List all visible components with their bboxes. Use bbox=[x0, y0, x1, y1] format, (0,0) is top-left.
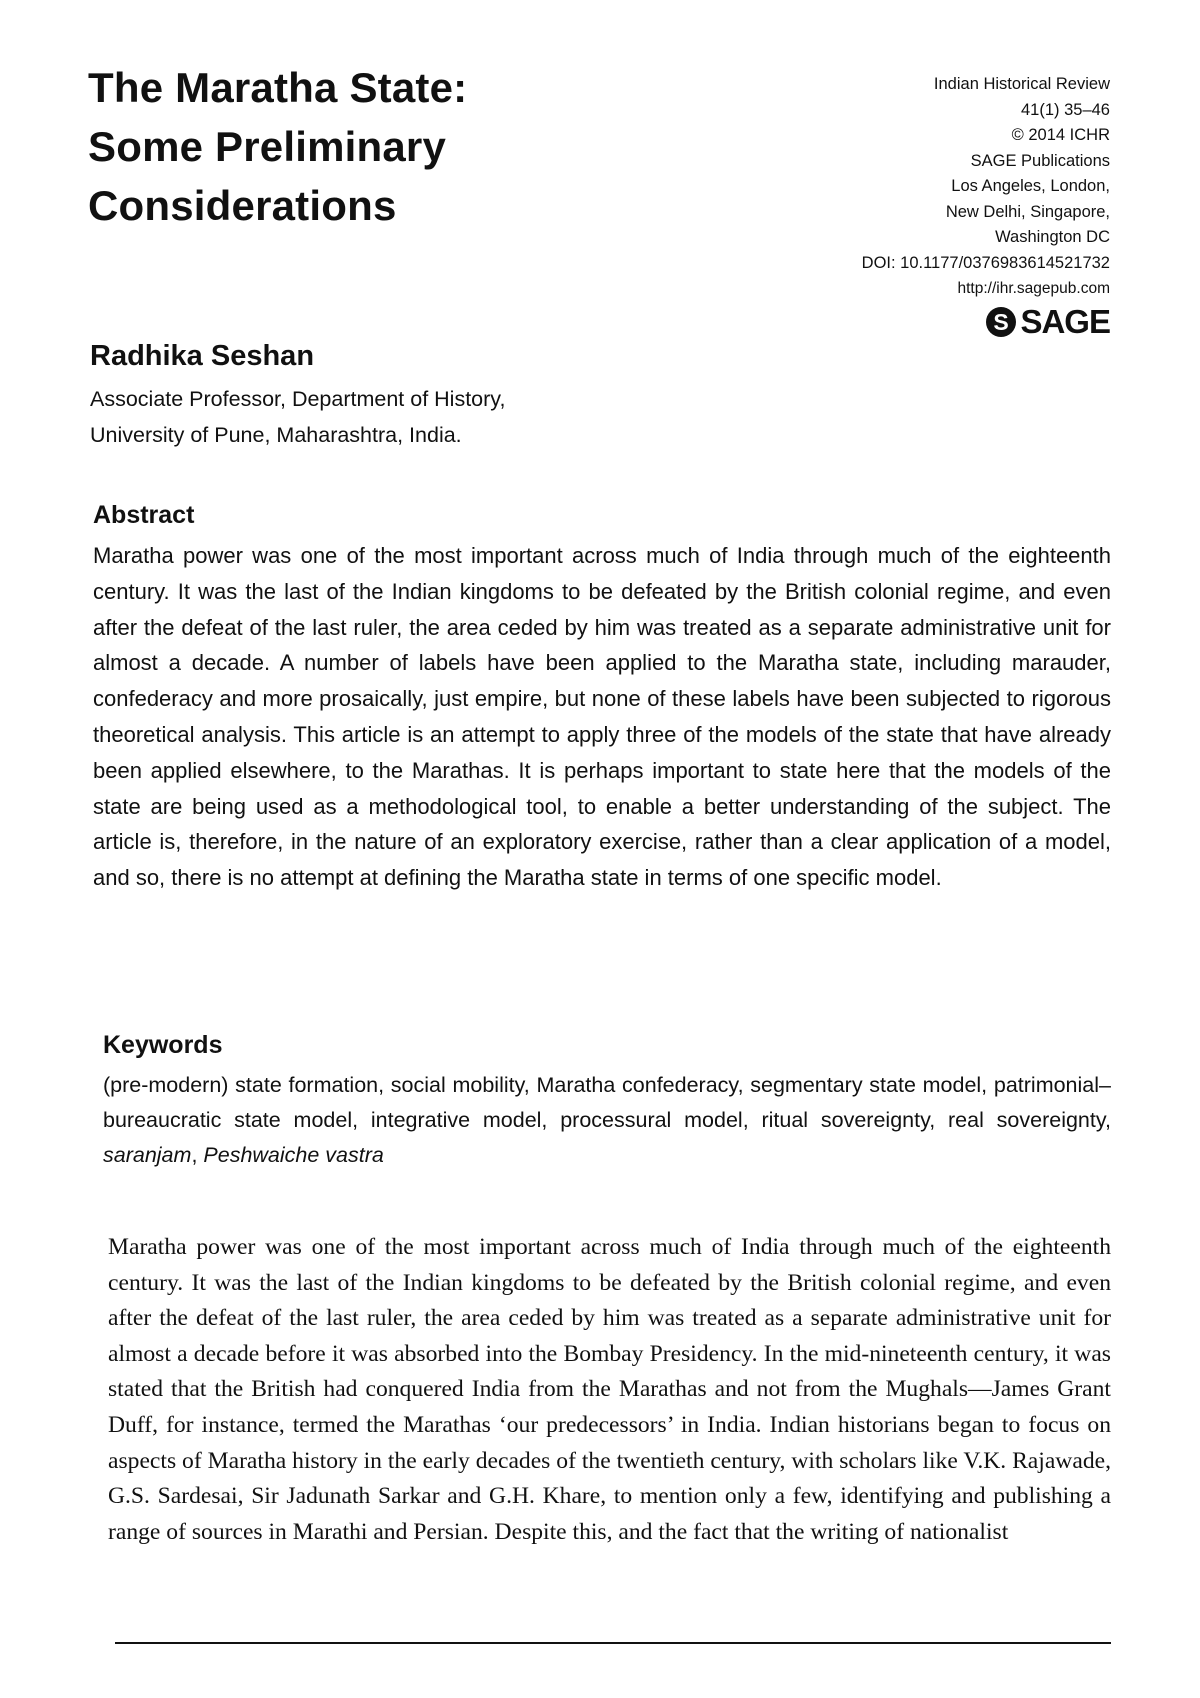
doi: DOI: 10.1177/0376983614521732 bbox=[861, 253, 1110, 272]
journal-metadata bbox=[650, 72, 1110, 302]
publisher-locations: New Delhi, Singapore, bbox=[945, 202, 1110, 221]
keyword-italic: Peshwaiche vastra bbox=[203, 1143, 384, 1167]
title-line: Considerations bbox=[88, 182, 397, 229]
svg-text:S: S bbox=[993, 309, 1010, 335]
publisher-locations: Los Angeles, London, bbox=[951, 177, 1110, 195]
footnote-divider bbox=[115, 1642, 1111, 1644]
publisher-locations: Washington DC bbox=[995, 228, 1110, 246]
copyright: © 2014 ICHR bbox=[1011, 126, 1110, 144]
abstract-text: Maratha power was one of the most important across much of India through much of the eighteenth century. It was the last of the Indian kingdoms to be defeated by the British colonial regime, and even after the defeat of the last ruler, the area ceded by him was treated as a separate administrative unit for almost a decade. A number of labels have been applied to the Maratha state, including marauder, confederacy and more prosaically, just empire, but none of these labels have been subjected to rigorous theoretical analysis. This article is an attempt to apply three of the models of the state that have already been applied elsewhere, to the Marathas. It is perhaps important to state here that the models of the state are being used as a methodological tool, to enable a better understanding of the subject. The article is, therefore, in the nature of an exploratory exercise, rather than a clear application of a model, and so, there is no attempt at defining the Maratha state in terms of one specific model. bbox=[93, 543, 1111, 891]
keyword-italic: saranjam bbox=[103, 1143, 192, 1167]
sage-logo-text: SAGE bbox=[1020, 303, 1110, 340]
affiliation-line: University of Pune, Maharashtra, India. bbox=[90, 423, 462, 447]
affiliation-line: Associate Professor, Department of History, bbox=[90, 387, 506, 411]
keywords-heading: Keywords bbox=[103, 1031, 223, 1059]
article-title bbox=[88, 58, 608, 235]
author-affiliation bbox=[90, 381, 505, 453]
abstract-section bbox=[93, 500, 1111, 896]
keyword-separator: , bbox=[191, 1143, 204, 1167]
volume-pages: 41(1) 35–46 bbox=[1021, 100, 1110, 119]
abstract-heading: Abstract bbox=[93, 501, 195, 529]
title-line: The Maratha State: bbox=[88, 64, 468, 111]
title-line: Some Preliminary bbox=[88, 123, 447, 170]
journal-url[interactable]: http://ihr.sagepub.com bbox=[957, 280, 1110, 297]
author-name: Radhika Seshan bbox=[90, 340, 315, 372]
body-paragraph: Maratha power was one of the most important across much of India through much of the eighteenth century. It was the last of the Indian kingdoms to be defeated by the British colonial regime, and even after the defeat of the last ruler, the area ceded by him was treated as a separate administrative unit for almost a decade before it was absorbed into the Bombay Presidency. In the mid-nineteenth century, it was stated that the British had conquered India from the Marathas and not from the Mughals—James Grant Duff, for instance, termed the Marathas ‘our predecessors’ in India. Indian historians began to focus on aspects of Maratha history in the early decades of the twentieth century, with scholars like V.K. Rajawade, G.S. Sardesai, Sir Jadunath Sarkar and G.H. Khare, to mention only a few, identifying and publishing a range of sources in Marathi and Persian. Despite this, and the fact that the writing of nationalist bbox=[108, 1234, 1111, 1545]
keywords-text bbox=[103, 1068, 1111, 1173]
publisher: SAGE Publications bbox=[970, 151, 1110, 170]
keywords-section bbox=[103, 1030, 1111, 1173]
sage-logo bbox=[985, 305, 1110, 339]
keywords-list: (pre-modern) state formation, social mobility, Maratha confederacy, segmentary state model, patrimonial–bureaucratic state model, integrative model, processural model, ritual sovereignty, real sovereignty, bbox=[103, 1073, 1111, 1132]
journal-name: Indian Historical Review bbox=[933, 75, 1110, 93]
sage-s-icon bbox=[985, 306, 1017, 338]
